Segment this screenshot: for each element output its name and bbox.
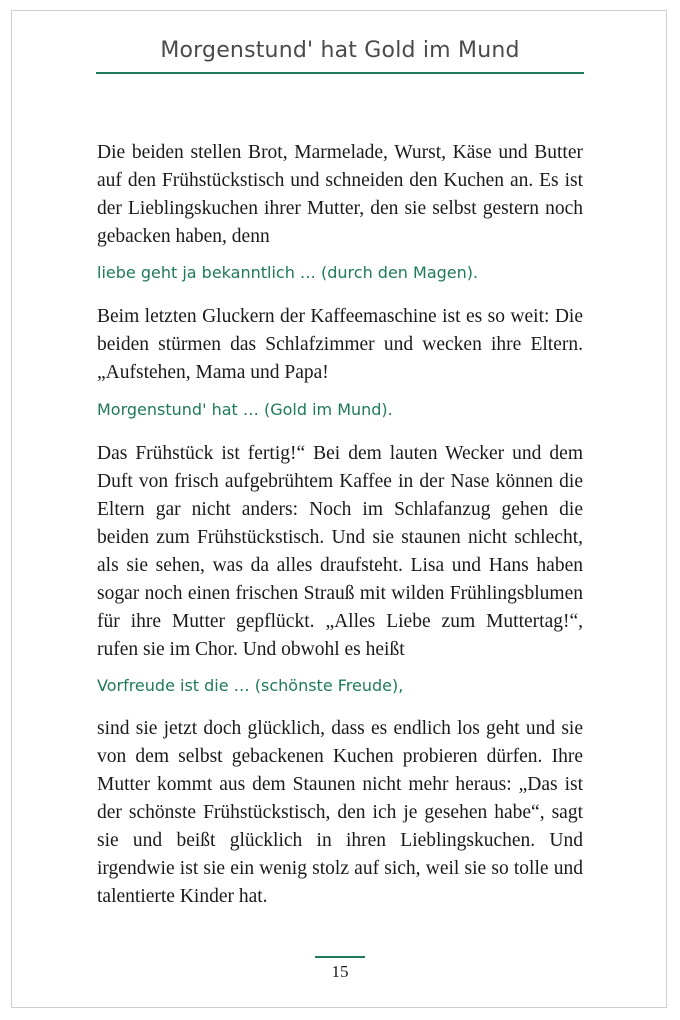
running-header-title: Morgenstund' hat Gold im Mund — [160, 38, 520, 63]
header-divider — [96, 72, 584, 74]
paragraph-4: sind sie jetzt doch glücklich, dass es endlich los geht und sie von dem selbst gebackenen Kuchen probieren dürfen. Ihre Mutter kommt aus dem Staunen nicht mehr heraus: „Das ist der schönste Frühstückstisch, den ich je gesehen habe“, sagt sie und beißt glücklich in ihren Lieblingskuchen. Und irgendwie ist sie ein wenig stolz auf sich, weil sie so tolle und talentierte Kinder hat. — [97, 718, 583, 907]
page-number: 15 — [331, 962, 349, 981]
proverb-3: Vorfreude ist die … (schönste Freude), — [97, 676, 404, 695]
paragraph-2: Beim letzten Gluckern der Kaffeemaschine ist es so weit: Die beiden stürmen das Schlafzimmer und wecken ihre Eltern. „Aufstehen, Mama und Papa! — [97, 306, 583, 383]
paragraph-1: Die beiden stellen Brot, Marmelade, Wurst, Käse und Butter auf den Frühstückstisch und schneiden den Kuchen an. Es ist der Lieblingskuchen ihrer Mutter, den sie selbst gestern noch gebacken haben, denn — [97, 142, 583, 247]
proverb-2: Morgenstund' hat … (Gold im Mund). — [97, 400, 393, 419]
footer-divider — [315, 956, 365, 958]
proverb-1: liebe geht ja bekanntlich … (durch den Magen). — [97, 263, 479, 282]
paragraph-3: Das Frühstück ist fertig!“ Bei dem lauten Wecker und dem Duft von frisch aufgebrühtem Kaffee in der Nase können die Eltern gar nicht anders: Noch im Schlafanzug gehen die beiden zum Frühstückstisch. Und sie staunen nicht schlecht, als sie sehen, was da alles draufsteht. Lisa und Hans haben sogar noch einen frischen Strauß mit wilden Frühlingsblumen für ihre Mutter gepflückt. „Alles Liebe zum Muttertag!“, rufen sie im Chor. Und obwohl es heißt — [97, 443, 583, 660]
